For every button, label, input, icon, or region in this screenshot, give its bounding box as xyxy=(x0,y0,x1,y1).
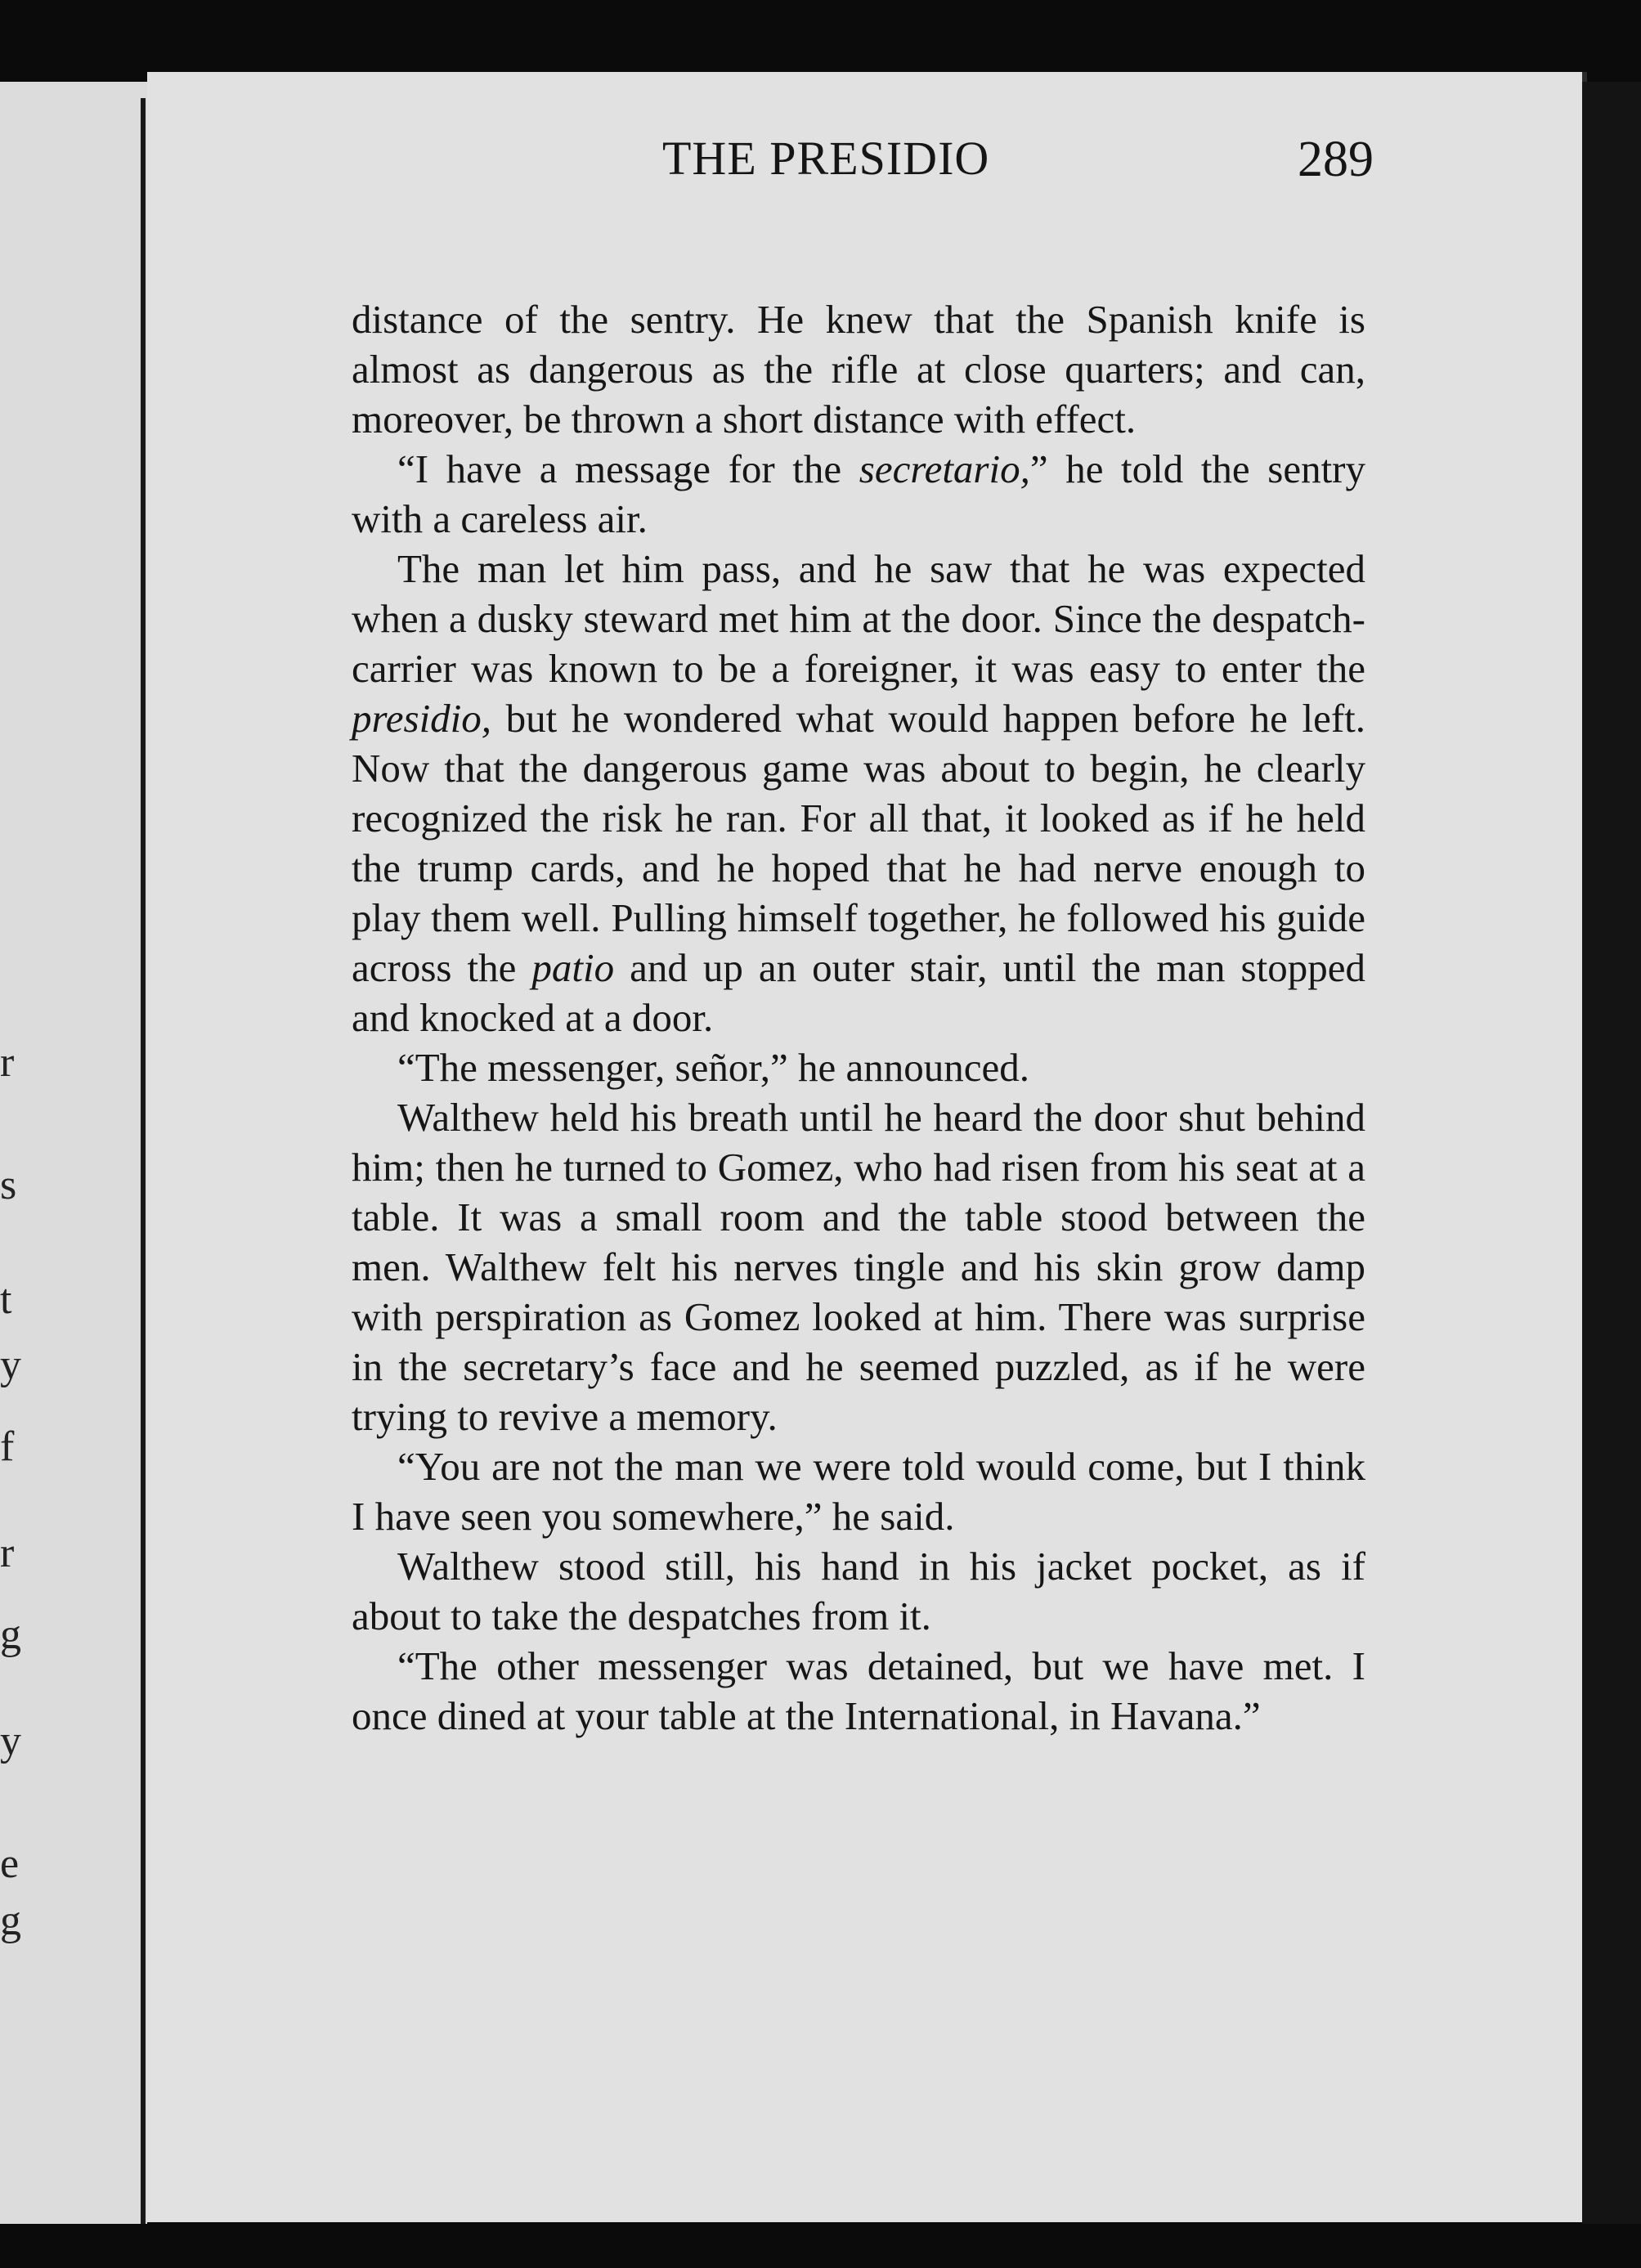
left-page-letter-fragment: g xyxy=(0,1611,21,1658)
italic-word: presidio, xyxy=(352,696,492,741)
paragraph xyxy=(352,1092,1365,1441)
left-page-letter-fragment: f xyxy=(0,1423,15,1470)
left-page-letter-fragment: r xyxy=(0,1530,15,1576)
text-segment: and up an outer stair, until the man stopped and knocked at a door. xyxy=(352,945,1365,1040)
paragraph xyxy=(352,1541,1365,1641)
text-segment: “The messenger, señor,” he announced. xyxy=(397,1045,1029,1090)
paragraph xyxy=(352,1042,1365,1092)
text-segment: “The other messenger was detained, but we have met. I once dined at your table at the International, in Havana.” xyxy=(352,1643,1365,1738)
paragraph xyxy=(352,294,1365,444)
running-title: THE PRESIDIO xyxy=(662,132,990,185)
italic-word: patio xyxy=(531,945,615,990)
paragraph xyxy=(352,444,1365,544)
italic-word: secretario, xyxy=(859,446,1030,491)
text-segment: “I have a message for the xyxy=(397,446,859,491)
text-segment: “You are not the man we were told would come, but I think I have seen you somewhere,” he said. xyxy=(352,1444,1365,1539)
page-header xyxy=(196,131,1374,229)
binding-gutter xyxy=(141,98,146,2224)
text-segment: but he wondered what would happen before he left. Now that the dangerous game was about to begin, he clearly recognized the risk he ran. For all that, it looked as if he held the trump cards, and he hoped that he had nerve enough to play them well. Pulling himself together, he followed his guide across the xyxy=(352,696,1365,990)
text-segment: distance of the sentry. He knew that the Spanish knife is almost as dangerous as the rifle at close quarters; and can, moreover, be thrown a short distance with effect. xyxy=(352,297,1365,441)
left-page-letter-fragment: t xyxy=(0,1276,12,1323)
left-page-text-fragments xyxy=(0,82,33,2224)
left-page-letter-fragment: r xyxy=(0,1039,15,1086)
body-text xyxy=(352,294,1365,1741)
paragraph xyxy=(352,1641,1365,1741)
paragraph xyxy=(352,544,1365,1042)
left-page-letter-fragment: y xyxy=(0,1342,21,1388)
page-number: 289 xyxy=(1298,132,1374,187)
left-page-letter-fragment: s xyxy=(0,1162,17,1208)
left-page-edge xyxy=(0,82,147,2224)
text-segment: Walthew stood still, his hand in his jacket pocket, as if about to take the despatches from it. xyxy=(352,1544,1365,1638)
left-page-letter-fragment: g xyxy=(0,1898,21,1944)
text-segment: Walthew held his breath until he heard the door shut behind him; then he turned to Gomez, who had risen from his seat at a table. It was a small room and the table stood between the men. Walthew felt his nerves tingle and his skin grow damp with perspiration as Gomez looked at him. There was surprise in the secretary’s face and he seemed puzzled, as if he were trying to revive a memory. xyxy=(352,1095,1365,1439)
left-page-letter-fragment: e xyxy=(0,1840,20,1887)
text-segment: ” he told the sentry with a careless air. xyxy=(352,446,1365,541)
left-page-letter-fragment: y xyxy=(0,1718,21,1764)
paragraph xyxy=(352,1441,1365,1541)
text-segment: The man let him pass, and he saw that he was expected when a dusky steward met him at the door. Since the despatch-carrier was known to be a foreigner, it was easy to enter the xyxy=(352,546,1365,691)
page-shadow xyxy=(1582,82,1641,2224)
